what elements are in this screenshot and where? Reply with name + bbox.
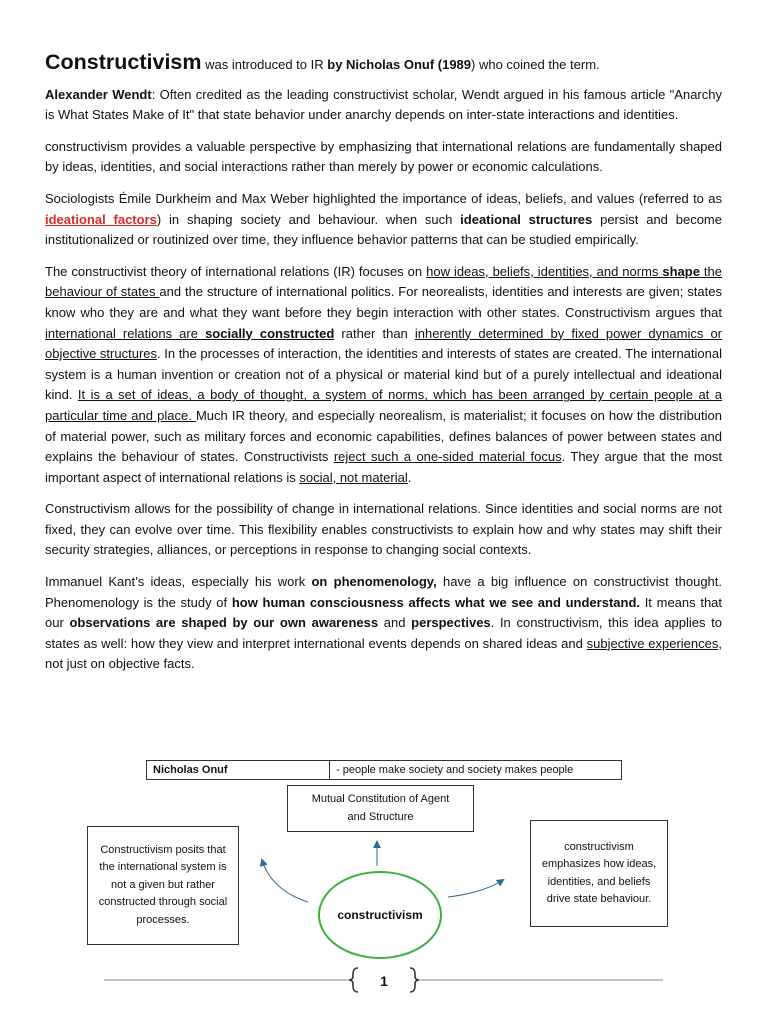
table-cell-quote: - people make society and society makes people [336,764,574,776]
mutual-constitution-box: Mutual Constitution of Agent and Structure [287,785,474,832]
paragraph-wendt: Alexander Wendt: Often credited as the leading constructivist scholar, Wendt argued in his famous article "Anarchy is What States Make of It" that state behavior under anarchy depends on inter-state interactions and identities. [45,86,722,123]
paragraph-perspective: constructivism provides a valuable perspective by emphasizing that international relations are fundamentally shaped by ideas, identities, and social interactions rather than merely by power or economic calculations. [45,138,722,175]
paragraph-theory: The constructivist theory of international relations (IR) focuses on how ideas, beliefs, identities, and norms shape the behaviour of states and the structure of international politics. For neorealists, identities and interests are given; states know who they are and what they want before they begin interaction with other states. Constructivism argues that international relations are socially constructed rather than inherently determined by fixed power dynamics or objective structures. In the processes of interaction, the identities and interests of states are created. The international system is a human invention or creation not of a physical or material kind but of a purely intellectual and ideational kind. It is a set of ideas, a body of thought, a system of norms, which has been arranged by certain people at a particular time and place. Much IR theory, and especially neorealism, is materialist; it focuses on how the distribution of material power, such as military forces and economic capabilities, defines balances of power between states and explains the behaviour of states. Constructivists reject such a one-sided material focus. They argue that the most important aspect of international relations is social, not material. [45,263,723,485]
table-cell-name: Nicholas Onuf [147,761,330,779]
posits-box: Constructivism posits that the international system is not a given but rather constructed through social processes. [87,826,239,945]
highlight-ideational-factors: ideational factors [45,211,157,227]
arrow-left [262,860,308,902]
arrow-right [448,880,503,897]
constructivism-ellipse: constructivism [318,871,442,959]
right-brace-icon [410,968,419,992]
page-number: 1 [380,973,388,989]
document-title: Constructivism [45,50,202,74]
paragraph-sociologists: Sociologists Émile Durkheim and Max Weber highlighted the importance of ideas, beliefs, and values (referred to as ideational factors) in shaping society and behaviour. when such ideational structures persist and become institutionalized or routinized over time, they influence behavior patterns that can be studied empirically. [45,190,722,248]
paragraph-intro: Constructivism was introduced to IR by Nicholas Onuf (1989) who coined the term. [45,50,600,74]
left-brace-icon [349,968,358,992]
emphasizes-box: constructivism emphasizes how ideas, identities, and beliefs drive state behaviour. [530,820,668,927]
paragraph-change: Constructivism allows for the possibility of change in international relations. Since identities and social norms are not fixed, they can evolve over time. This flexibility enables constructivists to explain how and why states may shift their security strategies, alliances, or perceptions in response to changing social contexts. [45,501,722,558]
paragraph-kant: Immanuel Kant’s ideas, especially his work on phenomenology, have a big influence on constructivist thought. Phenomenology is the study of how human consciousness affects what we see and understand. It means that our observations are shaped by our own awareness and perspectives. In constructivism, this idea applies to states as well: how they view and interpret international events depends on shared ideas and subjective experiences, not just on objective facts. [45,574,723,672]
